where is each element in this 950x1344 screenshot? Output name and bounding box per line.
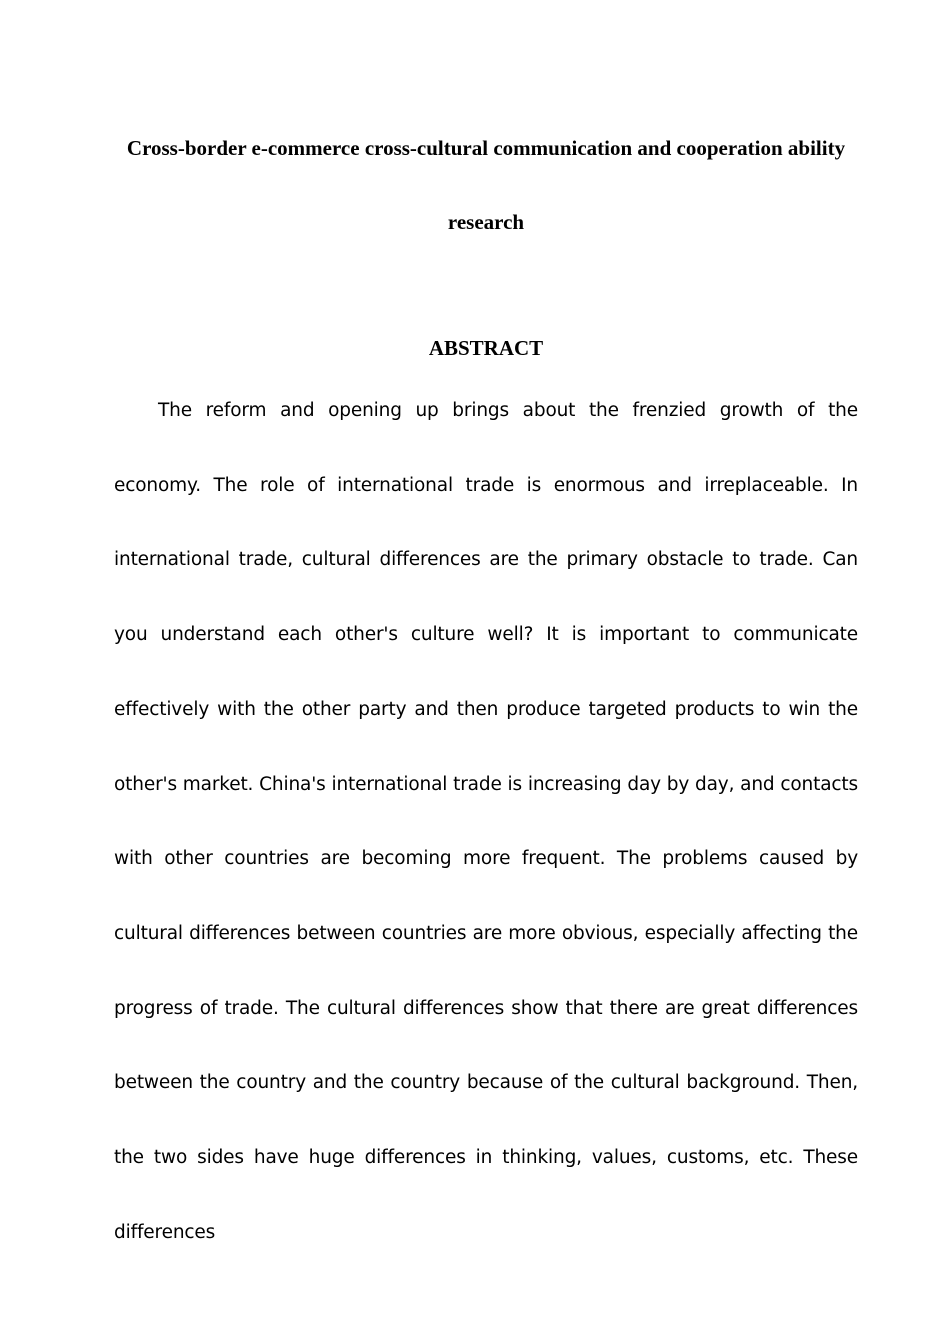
abstract-paragraph: The reform and opening up brings about the frenzied growth of the economy. The role of international trade is enormous and irreplaceable. In international trade, cultural differences are the primary obstacle to trade. Can you understand each other's culture well? It is important to communicate effectively with the other party and then produce targeted products to win the other's market. China's international trade is increasing day by day, and contacts with other countries are becoming more frequent. The problems caused by cultural differences between countries are more obvious, especially affecting the progress of trade. The cultural differences show that there are great differences between the country and the country because of the cultural background. Then, the two sides have huge differences in thinking, values, customs, etc. These differences <box>114 400 858 1243</box>
abstract-heading: ABSTRACT <box>428 336 544 360</box>
paper-title: Cross-border e-commerce cross-cultural communication and cooperation ability research <box>126 136 846 234</box>
